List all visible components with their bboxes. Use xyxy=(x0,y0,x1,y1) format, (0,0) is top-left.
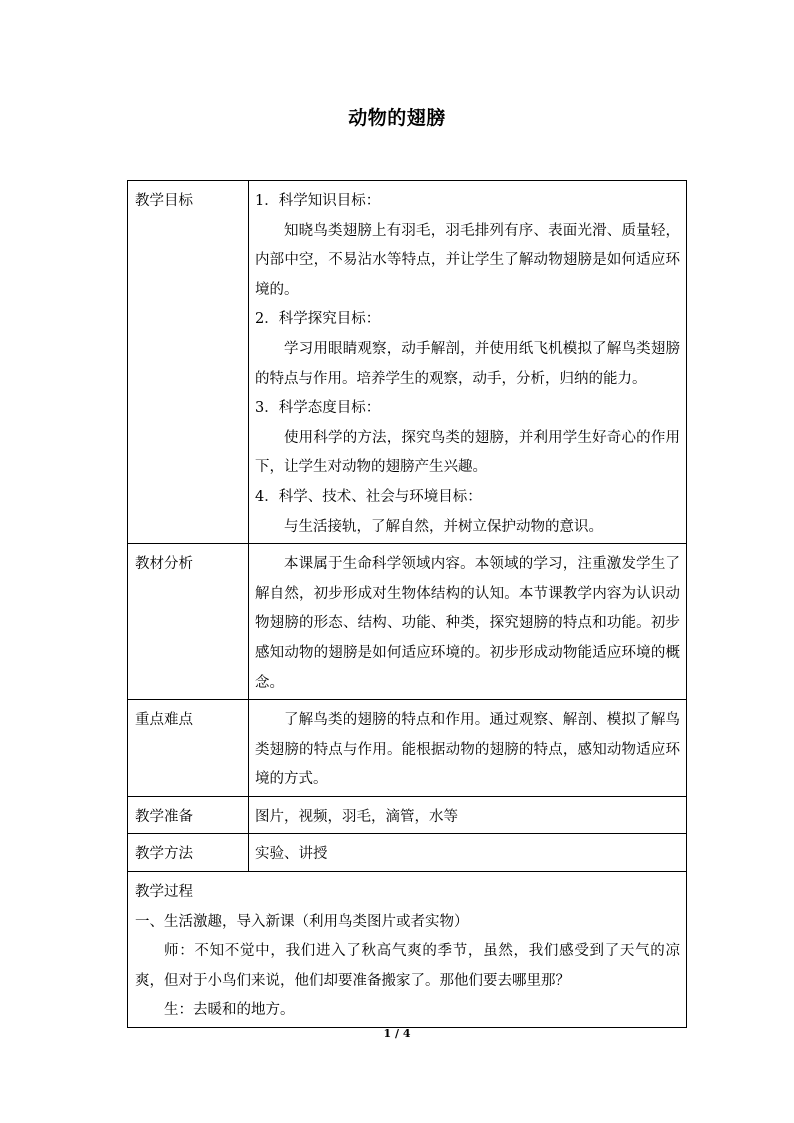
page-number: 1 / 4 xyxy=(383,1027,411,1040)
process-teacher-line: 师：不知不觉中，我们进入了秋高气爽的季节，虽然，我们感受到了天气的凉爽，但对于小鸟们来说，他们却要准备搬家了。那他们要去哪里那？ xyxy=(135,943,680,989)
row-material-analysis xyxy=(128,544,687,700)
row-key-points xyxy=(128,700,687,797)
label-key-points: 重点难点 xyxy=(128,700,249,797)
row-teaching-goals xyxy=(128,181,687,544)
preparation-text: 图片，视频，羽毛，滴管，水等 xyxy=(255,808,458,825)
row-methods xyxy=(128,834,687,872)
goal-2-heading: 2．科学探究目标： xyxy=(255,311,381,328)
process-student-line: 生：去暖和的地方。 xyxy=(164,1002,295,1019)
key-points-text: 了解鸟类的翅膀的特点和作用。通过观察、解剖、模拟了解鸟类翅膀的特点与作用。能根据动物的翅膀的特点，感知动物适应环境的方式。 xyxy=(255,712,680,788)
row-preparation xyxy=(128,796,687,834)
label-preparation: 教学准备 xyxy=(128,796,249,834)
label-material-analysis: 教材分析 xyxy=(128,544,249,700)
content-methods xyxy=(249,834,687,872)
goal-1-body: 知晓鸟类翅膀上有羽毛，羽毛排列有序、表面光滑、质量轻，内部中空，不易沾水等特点，并让学生了解动物翅膀是如何适应环境的。 xyxy=(255,222,680,298)
content-teaching-goals xyxy=(249,181,687,544)
lesson-plan-table xyxy=(127,180,687,1028)
methods-text: 实验、讲授 xyxy=(255,846,328,863)
document-title: 动物的翅膀 xyxy=(348,107,446,129)
label-teaching-goals: 教学目标 xyxy=(128,181,249,544)
row-teaching-process xyxy=(128,872,687,1028)
material-analysis-text: 本课属于生命科学领域内容。本领域的学习，注重激发学生了解自然，初步形成对生物体结构的认知。本节课教学内容为认识动物翅膀的形态、结构、功能、种类，探究翅膀的特点和功能。初步感知动物的翅膀是如何适应环境的。初步形成动物能适应环境的概念。 xyxy=(255,556,680,691)
content-teaching-process xyxy=(128,872,687,1028)
goal-1-heading: 1．科学知识目标： xyxy=(255,193,381,209)
goal-3-body: 使用科学的方法，探究鸟类的翅膀，并利用学生好奇心的作用下，让学生对动物的翅膀产生兴趣。 xyxy=(255,429,680,476)
content-key-points xyxy=(249,700,687,797)
goal-2-body: 学习用眼睛观察，动手解剖，并使用纸飞机模拟了解鸟类翅膀的特点与作用。培养学生的观察，动手，分析，归纳的能力。 xyxy=(255,340,680,387)
process-section-heading: 一、生活激趣，导入新课（利用鸟类图片或者实物） xyxy=(135,913,469,930)
goal-4-heading: 4．科学、技术、社会与环境目标： xyxy=(255,488,482,505)
goal-4-body: 与生活接轨，了解自然，并树立保护动物的意识。 xyxy=(284,518,603,535)
process-heading: 教学过程 xyxy=(135,884,193,901)
label-methods: 教学方法 xyxy=(128,834,249,872)
content-preparation xyxy=(249,796,687,834)
goal-3-heading: 3．科学态度目标： xyxy=(255,400,381,417)
content-material-analysis xyxy=(249,544,687,700)
